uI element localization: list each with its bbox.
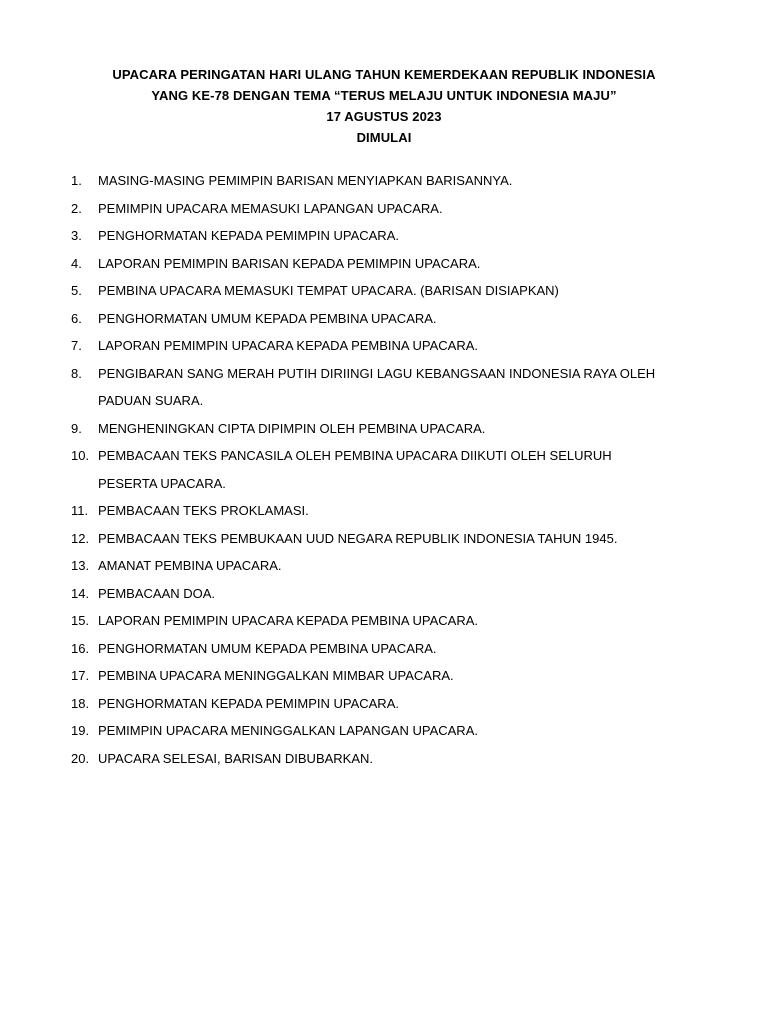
list-item	[71, 525, 711, 553]
list-item-number: 17.	[71, 668, 90, 683]
list-item-text	[98, 525, 711, 553]
list-item	[71, 607, 711, 635]
list-item	[71, 277, 711, 305]
list-item-text	[98, 607, 711, 635]
list-item	[71, 360, 711, 415]
list-item-text	[98, 662, 711, 690]
list-item-text-line: PENGIBARAN SANG MERAH PUTIH DIRIINGI LAGU KEBANGSAAN INDONESIA RAYA OLEH	[98, 365, 656, 381]
list-item-number: 2.	[71, 200, 82, 216]
title-line-2: YANG KE-78 DENGAN TEMA “TERUS MELAJU UNTUK INDONESIA MAJU”	[151, 88, 617, 103]
list-item-text	[98, 305, 711, 333]
list-item	[71, 662, 711, 690]
list-item	[71, 635, 711, 663]
list-item-text	[98, 442, 711, 497]
list-item-text	[98, 745, 711, 773]
list-item-text-line: PEMBINA UPACARA MEMASUKI TEMPAT UPACARA. (BARISAN DISIAPKAN)	[98, 283, 559, 298]
list-item-number: 11.	[71, 503, 89, 518]
list-item-number: 12.	[71, 530, 90, 546]
list-item	[71, 222, 711, 250]
list-item-text	[98, 415, 711, 443]
list-item-text-line: AMANAT PEMBINA UPACARA.	[98, 558, 282, 573]
list-item-text	[98, 250, 711, 278]
ceremony-steps-list	[71, 167, 711, 772]
list-item-text	[98, 277, 711, 305]
list-item-number: 4.	[71, 255, 82, 271]
list-item-text-line: PEMBINA UPACARA MENINGGALKAN MIMBAR UPACARA.	[98, 668, 454, 683]
list-item-text-line: MASING-MASING PEMIMPIN BARISAN MENYIAPKAN BARISANNYA.	[98, 173, 513, 188]
list-item	[71, 195, 711, 223]
list-item	[71, 305, 711, 333]
list-item-text-line: LAPORAN PEMIMPIN UPACARA KEPADA PEMBINA UPACARA.	[98, 338, 478, 353]
list-item-text-line: PEMBACAAN TEKS PANCASILA OLEH PEMBINA UPACARA DIIKUTI OLEH SELURUH	[98, 448, 612, 463]
list-item-number: 3.	[71, 228, 82, 243]
list-item-number: 10.	[71, 448, 90, 463]
list-item-text-line: PEMBACAAN TEKS PEMBUKAAN UUD NEGARA REPUBLIK INDONESIA TAHUN 1945.	[98, 530, 618, 546]
list-item-number: 19.	[71, 723, 90, 738]
list-item-text-line: PADUAN SUARA.	[98, 393, 204, 408]
list-item-text-line: PEMBACAAN DOA.	[98, 585, 216, 601]
list-item-text	[98, 690, 711, 718]
list-item-number: 15.	[71, 613, 90, 628]
list-item-number: 9.	[71, 420, 82, 436]
list-item-number: 18.	[71, 695, 90, 711]
list-item	[71, 250, 711, 278]
list-item-text	[98, 332, 711, 360]
list-item-number: 5.	[71, 283, 82, 298]
list-item	[71, 717, 711, 745]
list-item-text-line: PENGHORMATAN UMUM KEPADA PEMBINA UPACARA.	[98, 640, 437, 656]
list-item-text-line: PENGHORMATAN KEPADA PEMIMPIN UPACARA.	[98, 228, 399, 243]
list-item-text-line: PEMIMPIN UPACARA MENINGGALKAN LAPANGAN UPACARA.	[98, 723, 478, 738]
list-item-number: 8.	[71, 365, 82, 381]
list-item-text-line: PEMIMPIN UPACARA MEMASUKI LAPANGAN UPACARA.	[98, 200, 443, 216]
list-item-number: 6.	[71, 310, 82, 326]
title-line-1: UPACARA PERINGATAN HARI ULANG TAHUN KEMERDEKAAN REPUBLIK INDONESIA	[112, 67, 656, 82]
list-item-text	[98, 222, 711, 250]
list-item-text	[98, 717, 711, 745]
list-item-text	[98, 635, 711, 663]
list-item-text	[98, 552, 711, 580]
list-item-text-line: LAPORAN PEMIMPIN BARISAN KEPADA PEMIMPIN UPACARA.	[98, 255, 481, 271]
list-item-text	[98, 497, 711, 525]
list-item-text-line: PENGHORMATAN UMUM KEPADA PEMBINA UPACARA.	[98, 310, 437, 326]
list-item-number: 16.	[71, 640, 90, 656]
list-item-text	[98, 195, 711, 223]
list-item-text-line: MENGHENINGKAN CIPTA DIPIMPIN OLEH PEMBINA UPACARA.	[98, 420, 486, 436]
list-item-number: 14.	[71, 585, 90, 601]
date-line: 17 AGUSTUS 2023	[326, 109, 442, 124]
list-item	[71, 745, 711, 773]
list-item-number: 1.	[71, 173, 82, 188]
list-item-text-line: PEMBACAAN TEKS PROKLAMASI.	[98, 503, 309, 518]
list-item-text-line: PESERTA UPACARA.	[98, 475, 226, 491]
list-item	[71, 415, 711, 443]
list-item	[71, 552, 711, 580]
list-item-number: 13.	[71, 558, 90, 573]
list-item	[71, 332, 711, 360]
list-item-text-line: LAPORAN PEMIMPIN UPACARA KEPADA PEMBINA UPACARA.	[98, 613, 478, 628]
document-header	[0, 64, 768, 148]
start-label: DIMULAI	[356, 130, 412, 145]
list-item-text	[98, 580, 711, 608]
list-item-number: 7.	[71, 338, 82, 353]
list-item-text	[98, 167, 711, 195]
list-item	[71, 167, 711, 195]
list-item	[71, 497, 711, 525]
list-item	[71, 690, 711, 718]
list-item-text-line: UPACARA SELESAI, BARISAN DIBUBARKAN.	[98, 750, 374, 766]
list-item-number: 20.	[71, 750, 90, 766]
list-item	[71, 580, 711, 608]
list-item	[71, 442, 711, 497]
list-item-text-line: PENGHORMATAN KEPADA PEMIMPIN UPACARA.	[98, 695, 399, 711]
list-item-text	[98, 360, 711, 415]
